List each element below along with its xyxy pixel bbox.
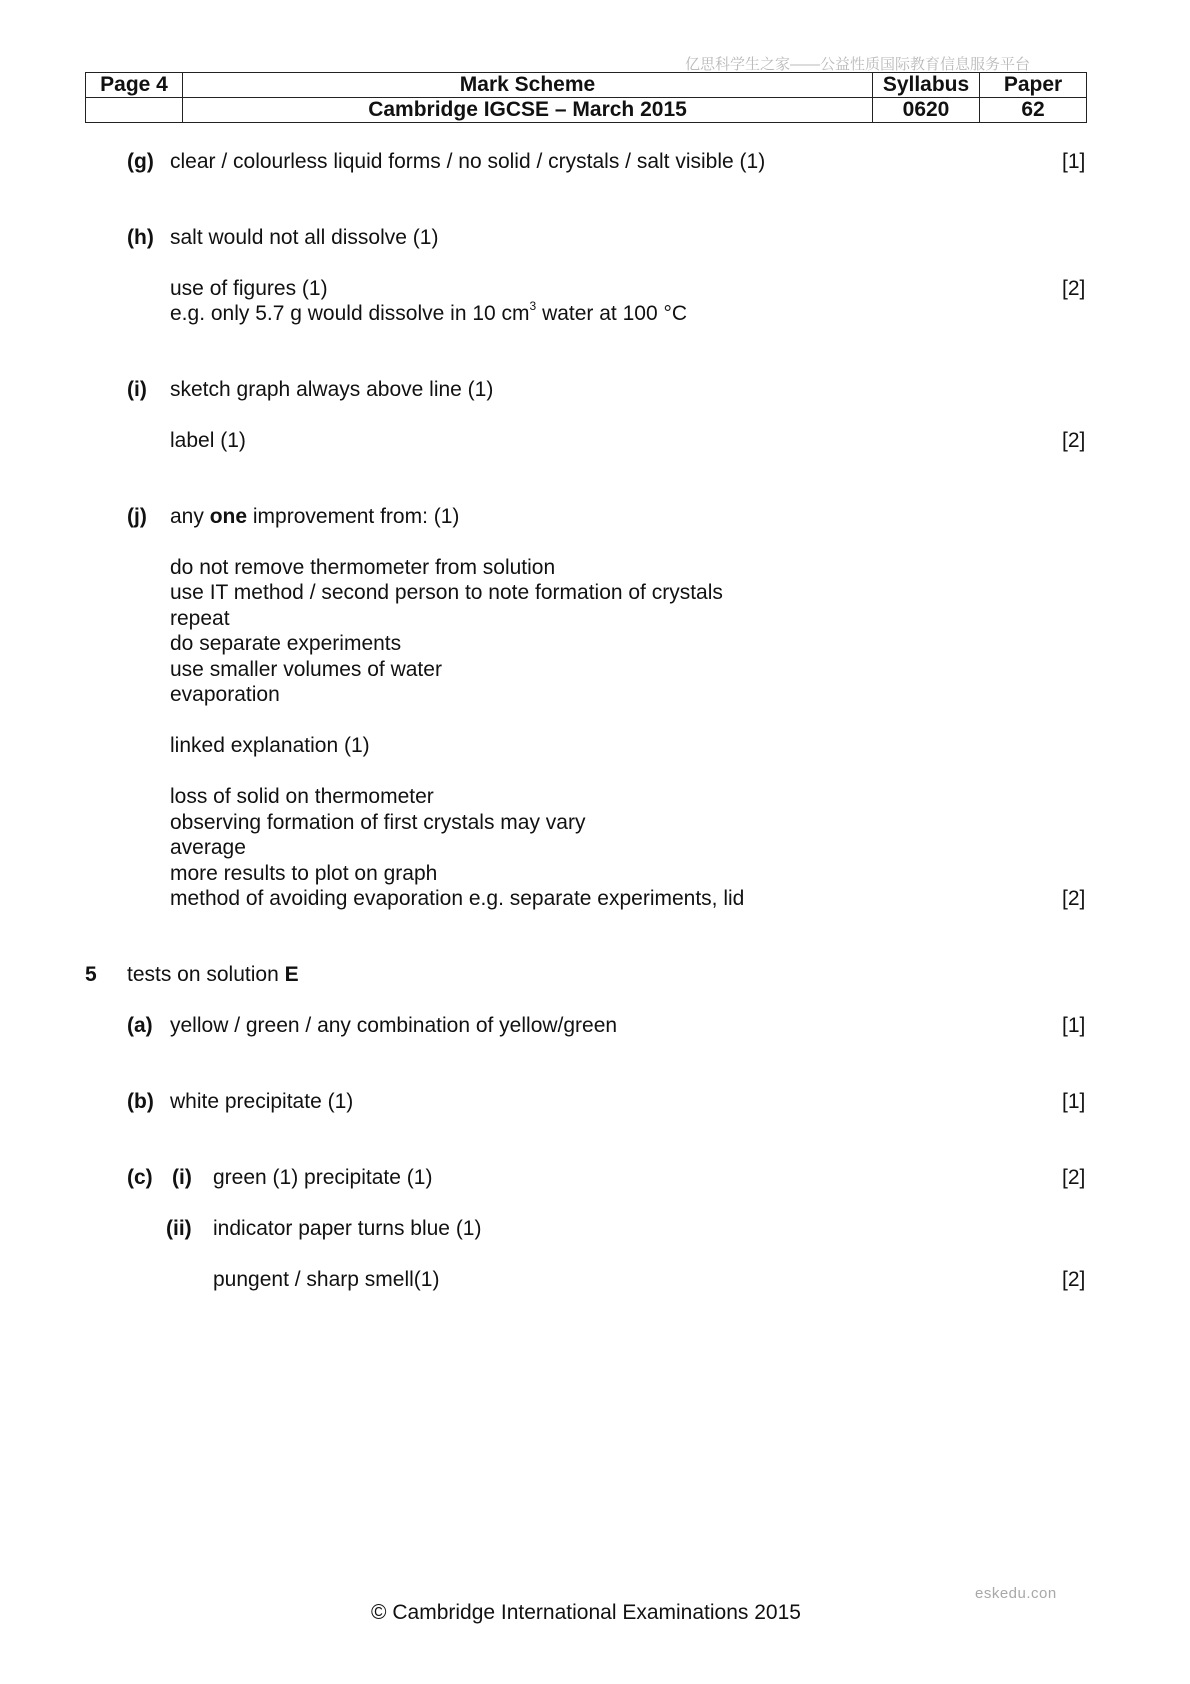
part-5a-label: (a) (127, 1014, 153, 1037)
footer-copyright: © Cambridge International Examinations 2015 (371, 1601, 801, 1624)
part-h-line3-main: e.g. only 5.7 g would dissolve in 10 cm (170, 302, 530, 325)
explanation-item: more results to plot on graph (170, 862, 438, 885)
part-5c-i-label: (i) (172, 1166, 192, 1189)
part-5a-marks: [1] (1062, 1014, 1086, 1037)
question-5-text (127, 962, 299, 988)
part-j-intro-a: any (170, 505, 210, 528)
improvement-item: use smaller volumes of water (170, 658, 442, 681)
improvement-item: do separate experiments (170, 632, 402, 655)
part-h-marks: [2] (1062, 277, 1086, 300)
part-5c-i-text: green (1) precipitate (1) (213, 1166, 433, 1189)
improvement-item: use IT method / second person to note formation of crystals (170, 581, 723, 604)
part-j-linked: linked explanation (1) (170, 734, 370, 757)
part-h-line2: use of figures (1) (170, 277, 328, 300)
part-5c-label: (c) (127, 1166, 153, 1189)
part-5b-text: white precipitate (1) (170, 1090, 354, 1113)
question-5-text-main: tests on solution (127, 963, 285, 986)
part-i-line2: label (1) (170, 429, 246, 452)
header-empty-cell (86, 98, 183, 123)
header-syllabus-value: 0620 (873, 98, 980, 123)
improvement-item: repeat (170, 607, 230, 630)
part-5a-text: yellow / green / any combination of yellow/green (170, 1014, 618, 1037)
part-h-label: (h) (127, 226, 154, 249)
header-page: Page 4 (86, 73, 183, 98)
explanation-item: loss of solid on thermometer (170, 785, 434, 808)
header-title: Mark Scheme (183, 73, 873, 98)
part-g-marks: [1] (1062, 150, 1086, 173)
part-5c-i-marks: [2] (1062, 1166, 1086, 1189)
part-j-intro (170, 504, 459, 530)
header-subtitle: Cambridge IGCSE – March 2015 (183, 98, 873, 123)
part-j-intro-bold: one (209, 505, 248, 528)
watermark-text: 亿思科学生之家——公益性质国际教育信息服务平台 (685, 56, 1031, 73)
part-h-line3 (170, 301, 687, 327)
explanation-item: method of avoiding evaporation e.g. separate experiments, lid (170, 887, 745, 910)
part-i-label: (i) (127, 378, 147, 401)
part-i-marks: [2] (1062, 429, 1086, 452)
part-5b-marks: [1] (1062, 1090, 1086, 1113)
improvement-item: do not remove thermometer from solution (170, 556, 556, 579)
header-table (85, 72, 1087, 123)
part-5c-ii-text1: indicator paper turns blue (1) (213, 1217, 482, 1240)
part-i-line1: sketch graph always above line (1) (170, 378, 494, 401)
header-paper-value: 62 (980, 98, 1087, 123)
question-5-text-bold: E (284, 963, 299, 986)
part-h-line3-sup: 3 (529, 299, 537, 313)
part-j-marks: [2] (1062, 887, 1086, 910)
part-5c-ii-label: (ii) (166, 1217, 192, 1240)
part-h-line1: salt would not all dissolve (1) (170, 226, 439, 249)
part-g-text: clear / colourless liquid forms / no solid / crystals / salt visible (1) (170, 150, 766, 173)
explanation-item: average (170, 836, 246, 859)
part-j-intro-b: improvement from: (1) (247, 505, 460, 528)
watermark-bottom: eskedu.con (975, 1585, 1057, 1602)
part-g-label: (g) (127, 150, 154, 173)
part-5b-label: (b) (127, 1090, 154, 1113)
improvement-item: evaporation (170, 683, 280, 706)
part-5c-ii-text2: pungent / sharp smell(1) (213, 1268, 440, 1291)
header-paper-label: Paper (980, 73, 1087, 98)
explanation-item: observing formation of first crystals may vary (170, 811, 586, 834)
part-j-label: (j) (127, 505, 147, 528)
part-5c-ii-marks: [2] (1062, 1268, 1086, 1291)
header-syllabus-label: Syllabus (873, 73, 980, 98)
question-5-number: 5 (85, 963, 97, 986)
part-h-line3-end: water at 100 °C (536, 302, 688, 325)
